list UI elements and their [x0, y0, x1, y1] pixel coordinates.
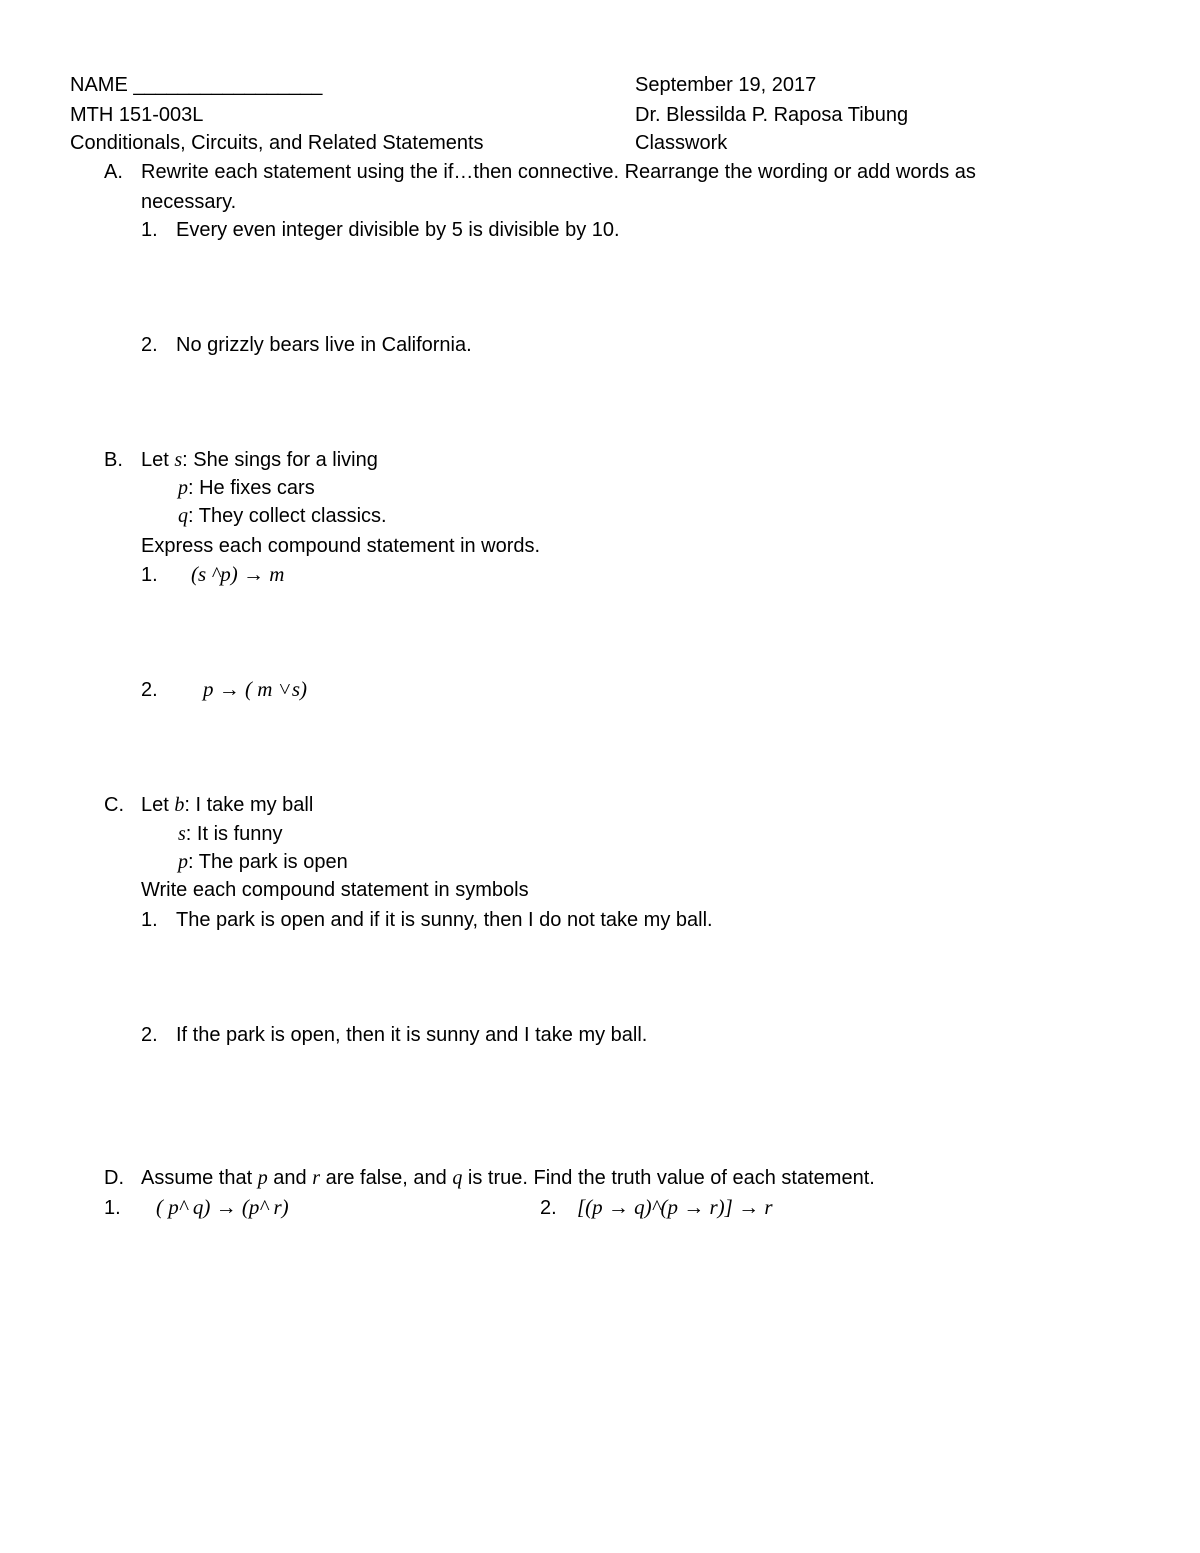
- item-number: 1.: [141, 909, 158, 931]
- let-word: Let: [141, 449, 169, 471]
- section-instruction-cont: necessary.: [141, 191, 237, 213]
- instructor-name: Dr. Blessilda P. Raposa Tibung: [635, 104, 909, 126]
- section-marker: C.: [104, 794, 124, 816]
- item-number: 2.: [540, 1197, 557, 1219]
- variable-symbol: b: [174, 794, 185, 816]
- section-instruction: Express each compound statement in words.: [141, 535, 541, 557]
- section-instruction: Rewrite each statement using the if…then connective. Rearrange the wording or add words as: [141, 161, 976, 183]
- name-field-label: NAME _________________: [70, 74, 323, 96]
- question-text: If the park is open, then it is sunny and I take my ball.: [176, 1024, 648, 1046]
- instruction-part: is true. Find the truth value of each statement.: [467, 1167, 875, 1189]
- variable-meaning: : They collect classics.: [188, 505, 387, 527]
- logic-expression: (s ^p) → m: [191, 562, 285, 586]
- instruction-part: and: [273, 1167, 307, 1189]
- instruction-part: are false, and: [325, 1167, 447, 1189]
- item-number: 1.: [141, 564, 158, 586]
- section-marker: B.: [104, 449, 123, 471]
- variable-meaning: : The park is open: [188, 851, 348, 873]
- question-text: The park is open and if it is sunny, then I do not take my ball.: [176, 909, 713, 931]
- variable-symbol: q: [452, 1167, 463, 1189]
- variable-definition: [178, 850, 348, 874]
- variable-definition: [141, 793, 313, 817]
- date: September 19, 2017: [635, 74, 817, 96]
- question-text: No grizzly bears live in California.: [176, 334, 472, 356]
- logic-expression: [(p → q)^(p → r)] → r: [577, 1195, 773, 1219]
- item-number: 2.: [141, 1024, 158, 1046]
- variable-definition: [178, 476, 315, 500]
- variable-definition: [141, 448, 378, 472]
- variable-definition: [178, 822, 283, 846]
- worksheet-title: Conditionals, Circuits, and Related Statements: [70, 132, 484, 154]
- variable-symbol: s: [174, 449, 183, 471]
- instruction-part: Assume that: [141, 1167, 253, 1189]
- let-word: Let: [141, 794, 169, 816]
- section-instruction: [141, 1166, 875, 1190]
- section-marker: D.: [104, 1167, 124, 1189]
- variable-symbol: q: [178, 505, 188, 527]
- variable-symbol: p: [178, 477, 188, 499]
- item-number: 1.: [104, 1197, 121, 1219]
- variable-symbol: s: [178, 823, 186, 845]
- variable-symbol: p: [178, 851, 188, 873]
- item-number: 1.: [141, 219, 158, 241]
- variable-definition: [178, 504, 387, 528]
- variable-meaning: : She sings for a living: [182, 449, 378, 471]
- item-number: 2.: [141, 679, 158, 701]
- variable-meaning: : I take my ball: [184, 794, 314, 816]
- section-marker: A.: [104, 161, 123, 183]
- course-code: MTH 151-003L: [70, 104, 204, 126]
- worksheet-type: Classwork: [635, 132, 728, 154]
- logic-expression: ( p^ q) → (p^ r): [156, 1195, 289, 1219]
- item-number: 2.: [141, 334, 158, 356]
- variable-meaning: : It is funny: [185, 823, 283, 845]
- variable-symbol: r: [312, 1167, 321, 1189]
- variable-symbol: p: [257, 1167, 268, 1189]
- variable-meaning: : He fixes cars: [188, 477, 315, 499]
- question-text: Every even integer divisible by 5 is divisible by 10.: [176, 219, 620, 241]
- section-instruction: Write each compound statement in symbols: [141, 879, 529, 901]
- logic-expression: p → ( m ˅s): [203, 677, 307, 701]
